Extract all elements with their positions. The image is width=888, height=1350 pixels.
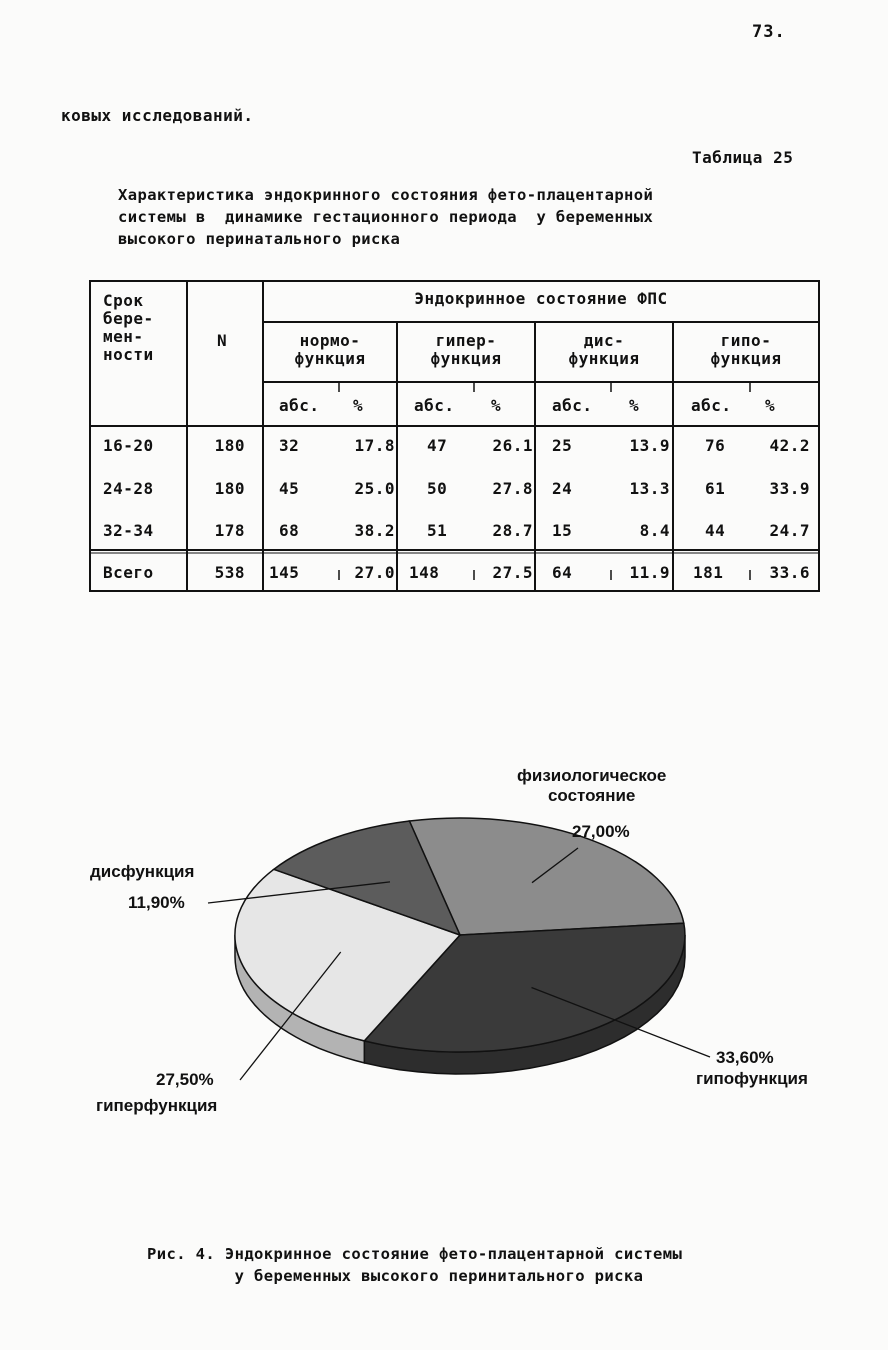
- label-dys: дисфункция: [90, 862, 195, 881]
- row-n: 538: [214, 563, 245, 582]
- row-abs-normo: 145: [269, 563, 300, 582]
- page-number: 73.: [752, 22, 786, 42]
- row-pct-hypo: 33.6: [769, 563, 810, 582]
- row-pct-hypo: 33.9: [769, 479, 810, 498]
- pie-chart-svg: [60, 760, 850, 1150]
- row-abs-normo: 68: [279, 521, 300, 540]
- row-term: 24-28: [103, 479, 154, 498]
- header-abs: абс.: [279, 396, 320, 415]
- header-endocrine-state: Эндокринное состояние ФПС: [414, 289, 668, 308]
- table-caption: [118, 184, 653, 250]
- pie-chart: [60, 760, 850, 1150]
- row-abs-dys: 64: [552, 563, 573, 582]
- row-pct-normo: 25.0: [354, 479, 395, 498]
- row-pct-normo: 27.0: [354, 563, 395, 582]
- row-n: 180: [214, 479, 245, 498]
- label-physio: физиологическое состояние: [517, 766, 667, 805]
- row-term: 16-20: [103, 436, 154, 455]
- value-dys: 11,90%: [128, 893, 185, 912]
- figure-caption-line: Рис. 4. Эндокринное состояние фето-плацентарной системы: [147, 1245, 683, 1263]
- header-pct: %: [629, 396, 640, 415]
- header-pct: %: [353, 396, 364, 415]
- row-abs-hypo: 44: [705, 521, 726, 540]
- header-abs: абс.: [414, 396, 455, 415]
- label-hypo: гипофункция: [696, 1069, 808, 1088]
- table-caption-line: системы в динамике гестационного периода у беременных: [118, 208, 654, 226]
- table-caption-line: Характеристика эндокринного состояния фето-плацентарной: [118, 186, 654, 204]
- row-pct-dys: 13.3: [629, 479, 670, 498]
- figure-caption: [147, 1243, 682, 1287]
- header-hypo: гипо- функция: [710, 331, 782, 368]
- row-pct-hyper: 27.8: [492, 479, 533, 498]
- header-abs: абс.: [691, 396, 732, 415]
- header-term: Срок бере- мен- ности: [103, 291, 154, 364]
- row-term: 32-34: [103, 521, 154, 540]
- row-abs-hyper: 51: [427, 521, 448, 540]
- data-table: [89, 280, 820, 592]
- row-pct-hypo: 24.7: [769, 521, 810, 540]
- row-pct-hypo: 42.2: [769, 436, 810, 455]
- label-hyper: гиперфункция: [96, 1096, 218, 1115]
- row-pct-hyper: 26.1: [492, 436, 533, 455]
- row-abs-normo: 32: [279, 436, 300, 455]
- row-abs-hypo: 61: [705, 479, 726, 498]
- header-abs: абс.: [552, 396, 593, 415]
- value-hyper: 27,50%: [156, 1070, 214, 1089]
- header-pct: %: [491, 396, 502, 415]
- header-pct: %: [765, 396, 776, 415]
- row-pct-hyper: 27.5: [492, 563, 533, 582]
- value-physio: 27,00%: [572, 822, 630, 841]
- row-pct-dys: 13.9: [629, 436, 670, 455]
- header-n: N: [217, 331, 228, 350]
- header-dys: дис- функция: [568, 331, 640, 368]
- figure-caption-line: у беременных высокого перинитального риска: [147, 1267, 644, 1285]
- row-pct-dys: 8.4: [639, 521, 670, 540]
- value-hypo: 33,60%: [716, 1048, 774, 1067]
- row-abs-normo: 45: [279, 479, 300, 498]
- row-abs-hyper: 47: [427, 436, 448, 455]
- table-caption-line: высокого перинатального риска: [118, 230, 401, 248]
- row-abs-hyper: 50: [427, 479, 448, 498]
- header-normo: нормо- функция: [294, 331, 366, 368]
- row-n: 178: [214, 521, 245, 540]
- row-pct-hyper: 28.7: [492, 521, 533, 540]
- header-hyper: гипер- функция: [430, 331, 502, 368]
- row-pct-normo: 17.8: [354, 436, 395, 455]
- row-abs-hyper: 148: [409, 563, 440, 582]
- row-abs-hypo: 181: [693, 563, 724, 582]
- leadin-text: ковых исследований.: [61, 106, 254, 125]
- row-term: Всего: [103, 563, 154, 582]
- row-abs-dys: 15: [552, 521, 573, 540]
- row-pct-dys: 11.9: [629, 563, 670, 582]
- row-abs-hypo: 76: [705, 436, 726, 455]
- table-label: Таблица 25: [692, 148, 794, 167]
- row-abs-dys: 24: [552, 479, 573, 498]
- row-abs-dys: 25: [552, 436, 573, 455]
- row-pct-normo: 38.2: [354, 521, 395, 540]
- row-n: 180: [214, 436, 245, 455]
